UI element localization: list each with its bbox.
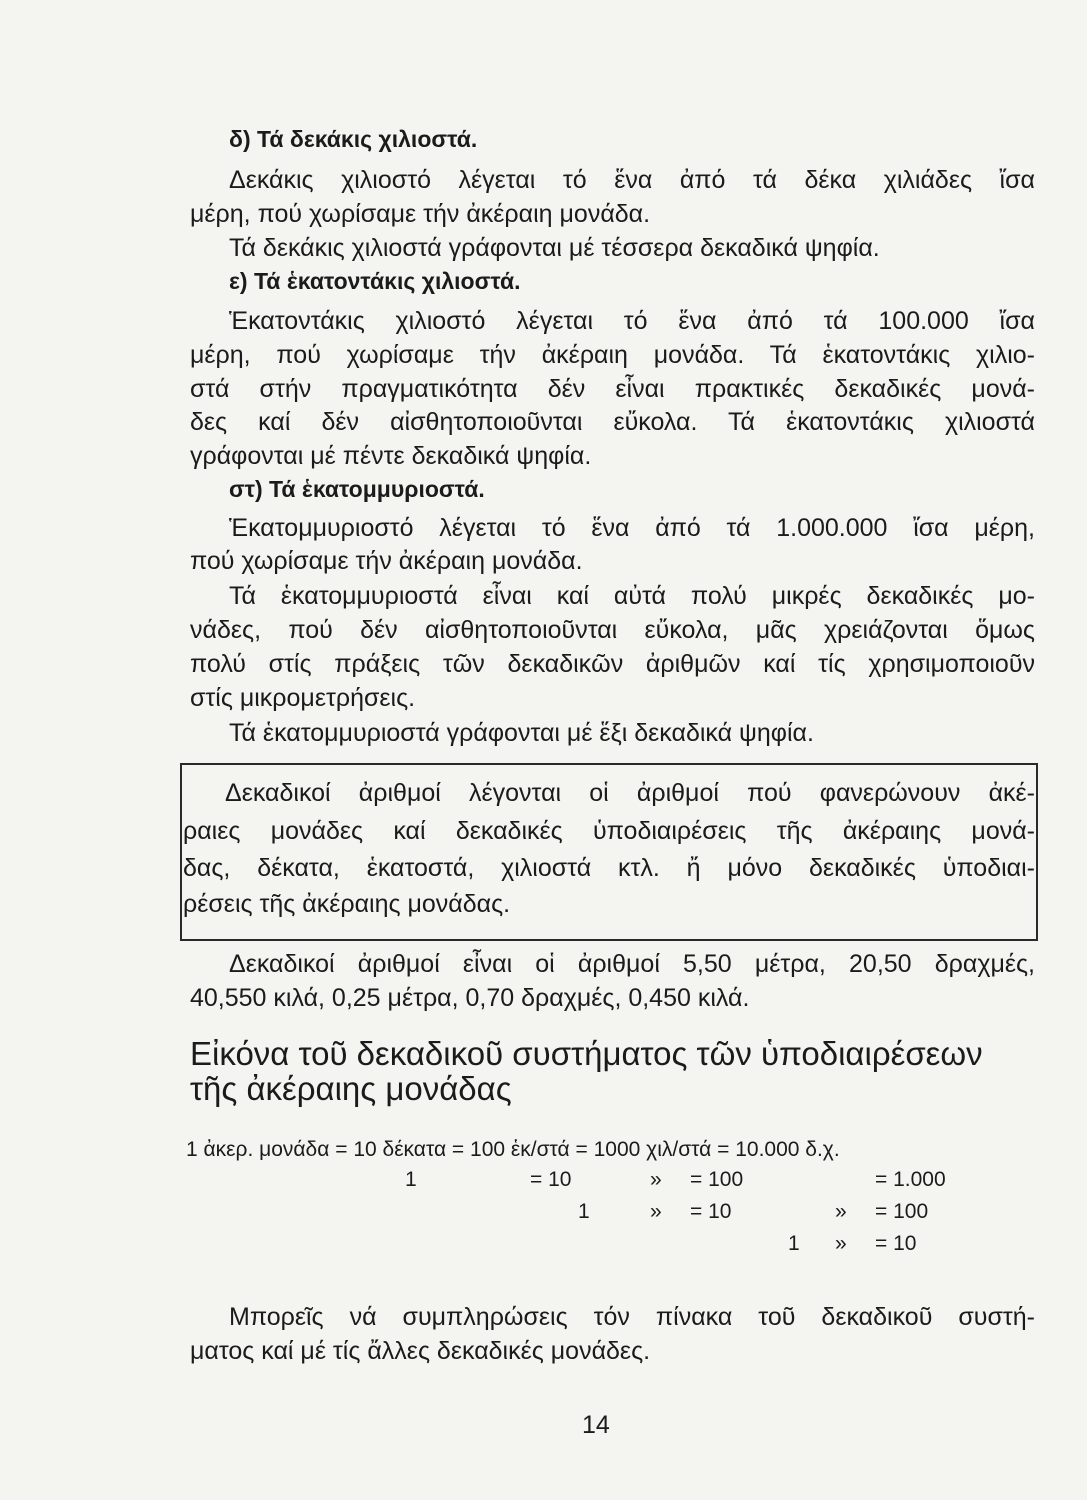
table-cell: = 10 (690, 1200, 732, 1223)
section-st-line: Ἑκατομμυριοστό λέγεται τό ἕνα ἀπό τά 1.000.000 ἴσα μέρη, (229, 514, 1035, 542)
page-number: 14 (582, 1411, 610, 1439)
section-st-line: Τά ἑκατομμυριοστά γράφονται μέ ἕξι δεκαδικά ψηφία. (229, 719, 814, 747)
table-cell: = 100 (875, 1200, 929, 1223)
table-cell: » (835, 1200, 847, 1223)
definition-line: ρέσεις τῆς ἀκέραιης μονάδας. (183, 890, 511, 918)
table-cell: 1 (578, 1200, 590, 1223)
section-st-line: πού χωρίσαμε τήν ἀκέραιη μονάδα. (190, 547, 583, 575)
section-e-line: στά στήν πραγματικότητα δέν εἶναι πρακτικές δεκαδικές μονά- (190, 375, 1035, 403)
section-e-line: δες καί δέν αἰσθητοποιοῦνται εὔκολα. Τά ἑκατοντάκις χιλιοστά (190, 408, 1035, 436)
table-cell: » (835, 1232, 847, 1255)
examples-line: 40,550 κιλά, 0,25 μέτρα, 0,70 δραχμές, 0,450 κιλά. (190, 984, 750, 1012)
section-d-line: Δεκάκις χιλιοστό λέγεται τό ἕνα ἀπό τά δέκα χιλιάδες ἴσα (229, 166, 1035, 194)
definition-line: δας, δέκατα, ἑκατοστά, χιλιοστά κτλ. ἤ μόνο δεκαδικές ὑποδιαι- (183, 854, 1035, 882)
section-st-heading: στ) Τά ἑκατομμυριοστά. (229, 476, 485, 502)
section-st-line: Τά ἑκατομμυριοστά εἶναι καί αὐτά πολύ μικρές δεκαδικές μο- (229, 582, 1035, 610)
section-e-line: μέρη, πού χωρίσαμε τήν ἀκέραιη μονάδα. Τά ἑκατοντάκις χιλιο- (190, 341, 1035, 369)
section-d-heading: δ) Τά δεκάκις χιλιοστά. (229, 126, 478, 152)
closing-line: Μπορεῖς νά συμπληρώσεις τόν πίνακα τοῦ δεκαδικοῦ συστή- (229, 1303, 1035, 1331)
table-row-1: 1 ἀκερ. μονάδα = 10 δέκατα = 100 ἑκ/στά = 1000 χιλ/στά = 10.000 δ.χ. (186, 1138, 840, 1161)
table-cell: » (650, 1200, 662, 1223)
table-cell: » (650, 1168, 662, 1191)
section-st-line: στίς μικρομετρήσεις. (190, 684, 416, 712)
section-st-line: νάδες, πού δέν αἰσθητοποιοῦνται εὔκολα, μᾶς χρειάζονται ὅμως (190, 616, 1035, 644)
figure-title-line: Εἰκόνα τοῦ δεκαδικοῦ συστήματος τῶν ὑποδιαιρέσεων (190, 1035, 983, 1072)
section-d-line: Τά δεκάκις χιλιοστά γράφονται μέ τέσσερα δεκαδικά ψηφία. (229, 234, 880, 262)
section-d-line: μέρη, πού χωρίσαμε τήν ἀκέραιη μονάδα. (190, 200, 651, 228)
section-st-line: πολύ στίς πράξεις τῶν δεκαδικῶν ἀριθμῶν καί τίς χρησιμοποιοῦν (190, 650, 1035, 678)
table-cell: = 10 (530, 1168, 572, 1191)
table-cell: = 100 (690, 1168, 744, 1191)
table-cell: = 1.000 (875, 1168, 946, 1191)
section-e-heading: ε) Τά ἑκατοντάκις χιλιοστά. (229, 268, 521, 294)
definition-line: Δεκαδικοί ἀριθμοί λέγονται οἱ ἀριθμοί πού φανερώνουν ἀκέ- (225, 779, 1035, 807)
table-cell: 1 (405, 1168, 417, 1191)
section-e-line: Ἑκατοντάκις χιλιοστό λέγεται τό ἕνα ἀπό τά 100.000 ἴσα (229, 307, 1035, 335)
section-e-line: γράφονται μέ πέντε δεκαδικά ψηφία. (190, 442, 592, 470)
examples-line: Δεκαδικοί ἀριθμοί εἶναι οἱ ἀριθμοί 5,50 μέτρα, 20,50 δραχμές, (229, 950, 1035, 978)
closing-line: ματος καί μέ τίς ἄλλες δεκαδικές μονάδες. (190, 1337, 651, 1365)
table-cell: 1 (788, 1232, 800, 1255)
definition-line: ραιες μονάδες καί δεκαδικές ὑποδιαιρέσεις τῆς ἀκέραιης μονά- (183, 817, 1035, 845)
figure-title-line: τῆς ἀκέραιης μονάδας (190, 1070, 512, 1107)
table-cell: = 10 (875, 1232, 917, 1255)
